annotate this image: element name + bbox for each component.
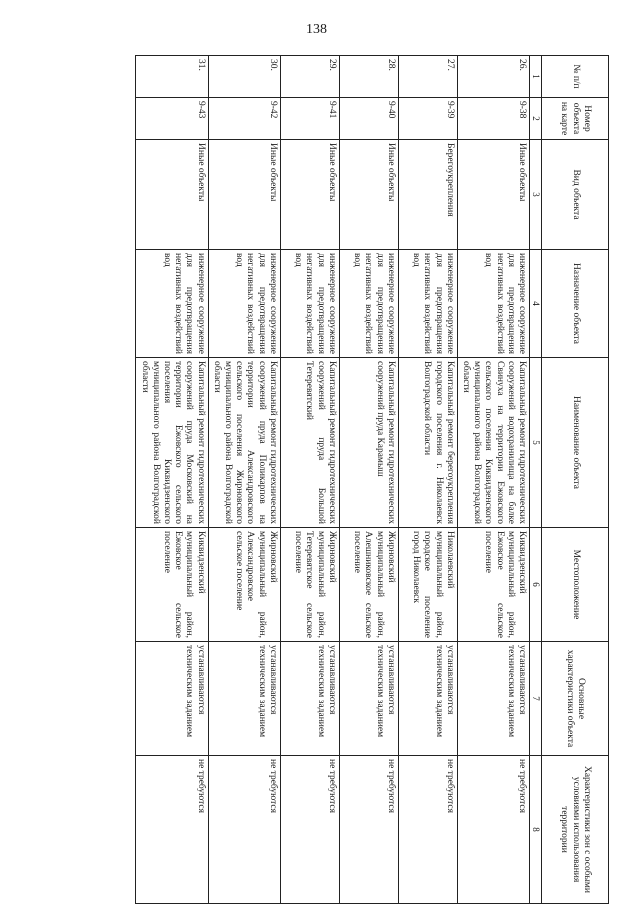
map-object-number: 9-40 (339, 98, 398, 140)
column-number: 6 (530, 528, 542, 642)
object-purpose: инженерное сооружение для предотвращения негативных воздействий вод (457, 250, 529, 358)
object-purpose: инженерное сооружение для предотвращения негативных воздействий вод (208, 250, 280, 358)
row-number: 30. (208, 56, 280, 98)
header-cell: Вид объекта (542, 140, 609, 250)
object-location: Киквидзенский муниципальный район, Ежовское сельское поселение (136, 528, 208, 642)
table-row (398, 56, 457, 904)
map-object-number: 9-39 (398, 98, 457, 140)
object-purpose: инженерное сооружение для предотвращения негативных воздействий вод (398, 250, 457, 358)
column-number-row (530, 56, 542, 904)
object-purpose: инженерное сооружение для предотвращения негативных воздействий вод (339, 250, 398, 358)
object-name: Капитальный ремонт гидротехнических сооружений пруда Большой Тетеревятский (280, 358, 339, 528)
header-cell: Назначение объекта (542, 250, 609, 358)
row-number: 28. (339, 56, 398, 98)
object-name: Капитальный ремонт гидротехнических сооружений пруда Карамыш (339, 358, 398, 528)
objects-table (135, 55, 609, 904)
object-location: Киквидзенский муниципальный район, Ежовское сельское поселение (457, 528, 529, 642)
object-characteristics: устанавливаются техническим заданием (398, 642, 457, 756)
object-name: Капитальный ремонт берегоукрепления городского поселения г. Николаевск Волгоградской области (398, 358, 457, 528)
object-characteristics: устанавливаются техническим заданием (208, 642, 280, 756)
object-characteristics: устанавливаются техническим заданием (280, 642, 339, 756)
zone-characteristics: не требуются (339, 756, 398, 904)
rotated-table-container (89, 55, 609, 903)
column-number: 8 (530, 756, 542, 904)
table-row (280, 56, 339, 904)
object-type: Иные объекты (339, 140, 398, 250)
row-number: 31. (136, 56, 208, 98)
object-characteristics: устанавливаются техническим заданием (457, 642, 529, 756)
object-location: Жирновский муниципальный район, Александровское сельское поселение (208, 528, 280, 642)
map-object-number: 9-41 (280, 98, 339, 140)
zone-characteristics: не требуются (398, 756, 457, 904)
object-purpose: инженерное сооружение для предотвращения негативных воздействий вод (136, 250, 208, 358)
header-cell: № п/п (542, 56, 609, 98)
header-row (542, 56, 609, 904)
object-type: Берегоукрепления (398, 140, 457, 250)
column-number: 3 (530, 140, 542, 250)
map-object-number: 9-38 (457, 98, 529, 140)
header-cell: Номер объекта на карте (542, 98, 609, 140)
zone-characteristics: не требуются (457, 756, 529, 904)
header-cell: Характеристики зон с особыми условиями использования территории (542, 756, 609, 904)
object-location: Жирновский муниципальный район, Алешниковское сельское поселение (339, 528, 398, 642)
zone-characteristics: не требуются (136, 756, 208, 904)
table-row (339, 56, 398, 904)
column-number: 2 (530, 98, 542, 140)
object-name: Капитальный ремонт гидротехнических сооружений пруда Поликарпов на территории Александровского сельского поселения Жирновского муниципального района Волгоградской области (208, 358, 280, 528)
object-type: Иные объекты (457, 140, 529, 250)
page-number: 138 (306, 22, 327, 37)
table-row (136, 56, 208, 904)
zone-characteristics: не требуются (280, 756, 339, 904)
object-name: Капитальный ремонт гидротехнических сооружений водохранилища на балке Свинуха на территории Ежовского сельского поселения Киквидзенского муниципального района Волгоградской области (457, 358, 529, 528)
object-type: Иные объекты (208, 140, 280, 250)
row-number: 27. (398, 56, 457, 98)
column-number: 7 (530, 642, 542, 756)
object-type: Иные объекты (136, 140, 208, 250)
map-object-number: 9-43 (136, 98, 208, 140)
header-cell: Основные характеристики объекта (542, 642, 609, 756)
zone-characteristics: не требуются (208, 756, 280, 904)
object-name: Капитальный ремонт гидротехнических сооружений пруда Московский на территории Ежовского сельского поселения Киквидзенского муниципального района Волгоградской области (136, 358, 208, 528)
object-type: Иные объекты (280, 140, 339, 250)
row-number: 29. (280, 56, 339, 98)
column-number: 1 (530, 56, 542, 98)
table-row (457, 56, 529, 904)
object-characteristics: устанавливаются техническим заданием (136, 642, 208, 756)
table-row (208, 56, 280, 904)
header-cell: Наименование объекта (542, 358, 609, 528)
object-location: Жирновский муниципальный район, Тетеревятское сельское поселение (280, 528, 339, 642)
object-purpose: инженерное сооружение для предотвращения негативных воздействий вод (280, 250, 339, 358)
column-number: 4 (530, 250, 542, 358)
map-object-number: 9-42 (208, 98, 280, 140)
object-location: Николаевский муниципальный район, городское поселение город Николаевск (398, 528, 457, 642)
row-number: 26. (457, 56, 529, 98)
object-characteristics: устанавливаются техническим заданием (339, 642, 398, 756)
header-cell: Местоположение (542, 528, 609, 642)
column-number: 5 (530, 358, 542, 528)
